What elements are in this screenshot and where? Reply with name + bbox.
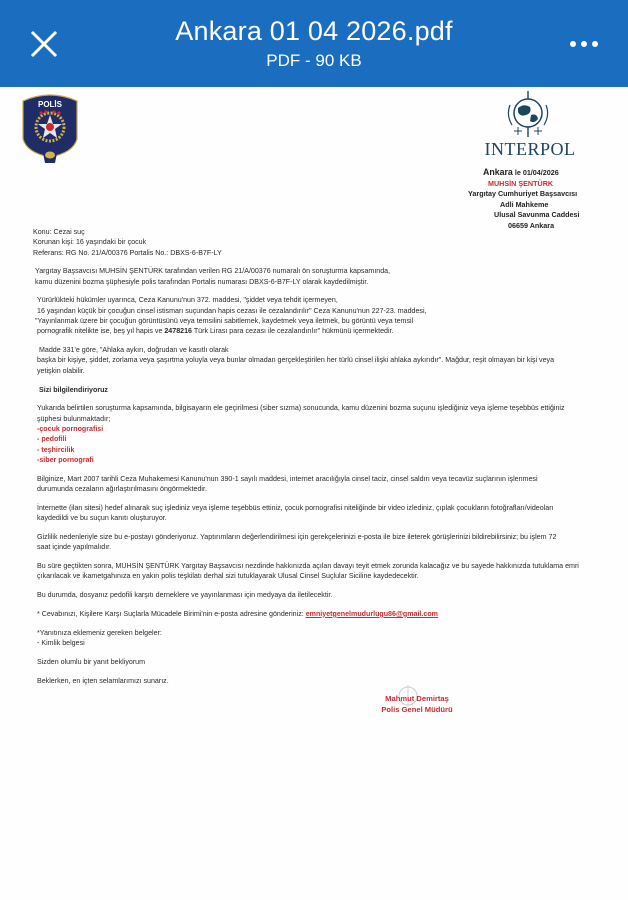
pdf-page[interactable] xyxy=(0,87,628,900)
text-span: pornografik nitelikte ise, beş yıl hapis ve xyxy=(37,327,165,336)
more-options-button[interactable] xyxy=(568,36,600,52)
paragraph: Bu durumda, dosyanız pedofili karşıtı derneklere ve yayınlanması için medyaya da iletilecektir. xyxy=(37,591,333,600)
accusation-item: -çocuk pornografisi xyxy=(37,424,104,433)
paragraph: Beklerken, en içten selamlarımızı sunarız. xyxy=(37,676,169,685)
date-value: le 01/04/2026 xyxy=(512,168,559,177)
contact-email-link[interactable]: emniyetgenelmudurlugu86@gmail.com xyxy=(305,609,438,618)
police-emblem-logo xyxy=(15,91,85,169)
fine-amount: 2478216 xyxy=(164,327,192,336)
paragraph: kamu düzenini bozma şüphesiyle polis tarafından Portalis numarası DBXS-6-B7F-LY olarak kaydedilmiştir. xyxy=(35,277,369,286)
paragraph: şüphesi bulunmaktadır; xyxy=(37,414,111,423)
file-title: Ankara 01 04 2026.pdf xyxy=(175,16,453,46)
paragraph: kaydedildi ve bu suçun kanıtı oluşturuyor. xyxy=(37,514,167,523)
paragraph: *Yanıtınıza eklemeniz gereken belgeler: xyxy=(37,628,162,637)
address-line: Ulusal Savunma Caddesi xyxy=(494,210,580,219)
paragraph: başka bir kişiye, şiddet, zorlama veya şaşırtma yoluyla veya bunlar olmadan gerçekleştirilen her türlü cinsel ilişki ahlaka aykırıdır". Mağdur, reşit olmayan bir kişi veya xyxy=(37,356,555,365)
signatory-title: Polis Genel Müdürü xyxy=(381,705,453,714)
recipient-name: MUHSİN ŞENTÜRK xyxy=(488,178,554,188)
paragraph: Yukarıda belirtilen soruşturma kapsamında, bilgisayarın ele geçirilmesi (siber sızma) sonucunda, kamu düzenini bozma suçunu işlediğiniz veya işleme teşebbüs ettiğiniz xyxy=(37,404,565,413)
text-span: * Cevabınızı, Kişilere Karşı Suçlarla Mücadele Birimi'nin e-posta adresine gönderiniz: xyxy=(37,609,306,618)
reference-line: Referans: RG No. 21/A/00376 Portalis No.: DBXS-6-B7F-LY xyxy=(33,248,222,257)
address-line: 06659 Ankara xyxy=(508,220,555,230)
paragraph: 16 yaşından küçük bir çocuğun cinsel istismarı suçundan hapis cezası ile cezalandırılır" Ceza Kanunu'nun 227-23. maddesi, xyxy=(37,306,427,315)
address-block xyxy=(440,167,620,231)
section-heading: Sizi bilgilendiriyoruz xyxy=(39,385,108,394)
file-meta: PDF - 90 KB xyxy=(266,51,362,70)
paragraph: Sizden olumlu bir yanıt bekliyorum xyxy=(37,657,146,666)
paragraph xyxy=(33,326,618,336)
accusation-item: - teşhircilik xyxy=(37,445,75,454)
paragraph: durumunda cezaların ağırlaştırılmasını öngörmektedir. xyxy=(37,484,207,493)
address-line: Yargıtay Cumhuriyet Başsavcısı xyxy=(468,189,578,198)
accusation-item: - pedofili xyxy=(37,435,67,444)
date-line xyxy=(440,167,620,179)
paragraph: İnternette (ilan sitesi) hedef alınarak suç işlediniz veya işleme teşebbüs ettiniz, çocuk pornografisi niteliğinde bir video izlediniz, çıplak çocukların fotoğrafları/videoları xyxy=(37,503,554,512)
interpol-wordmark: INTERPOL xyxy=(484,139,576,159)
svg-text:POLİS: POLİS xyxy=(37,100,63,109)
more-dot xyxy=(592,41,598,47)
viewer-header xyxy=(0,0,628,87)
paragraph: Bu süre geçtikten sonra, MUHSİN ŞENTÜRK Yargıtay Başsavcısı nezdinde hakkınızda açılan davayı teyit etmek zorunda kalacağız ve bu sayede hakkınızda tutuklama emri xyxy=(37,561,579,570)
date-city: Ankara xyxy=(483,167,513,177)
paragraph: saat içinde yapılmalıdır. xyxy=(37,543,112,552)
paragraph: - Kimlik belgesi xyxy=(37,638,85,647)
paragraph: "Yayınlanmak üzere bir çocuğun görüntüsünü veya temsilini sabitlemek, kaydetmek veya iletmek, bu görüntü veya temsil xyxy=(35,317,414,326)
more-horizontal-icon xyxy=(570,41,576,47)
paragraph: Yürürlükteki hükümler uyarınca, Ceza Kanunu'nun 372. maddesi, "şiddet veya tehdit içermeyen, xyxy=(37,296,338,305)
interpol-globe-logo xyxy=(488,91,568,141)
protected-person-line: Korunan kişi: 16 yaşındaki bir çocuk xyxy=(33,238,147,247)
letter-body xyxy=(33,227,618,686)
file-info xyxy=(0,14,628,72)
paragraph xyxy=(33,609,618,619)
paragraph: Yargıtay Başsavcısı MUHSİN ŞENTÜRK tarafından verilen RG 21/A/00376 numaralı ön soruşturma kapsamında, xyxy=(35,267,391,276)
accusation-item: -siber pornografi xyxy=(37,455,94,464)
paragraph: Madde 331'e göre, "Ahlaka aykırı, doğrudan ve kasıtlı olarak xyxy=(39,346,229,355)
paragraph: Bilginize, Mart 2007 tarihli Ceza Muhakemesi Kanunu'nun 390-1 sayılı maddesi, internet aracılığıyla cinsel taciz, cinsel saldırı veya tecavüz suçlarının işlenmesi xyxy=(37,474,538,483)
paragraph: Gizlilik nedenleriyle size bu e-postayı gönderiyoruz. Yaptırımların değerlendirilmesi için gerekçelerinizi e-posta ile bize ileterek görüşlerinizi bildirebilirsiniz; bu işlem 72 xyxy=(37,532,557,541)
signature-block xyxy=(372,693,462,715)
text-span: Türk Lirası para cezası ile cezalandırılır" hükmünü içermektedir. xyxy=(191,327,394,336)
address-line: Adli Mahkeme xyxy=(500,199,549,209)
signatory-name: Mahmut Demirtaş xyxy=(385,694,449,703)
subject-line: Konu: Cezai suç xyxy=(33,228,85,236)
paragraph: yetişkin olabilir. xyxy=(37,366,85,375)
paragraph: çıkarılacak ve ikametgahınıza en yakın polis teşkilatı derhal sizi tutuklayarak Ulusal Cinsel Suçlular Siciline kaydedecektir. xyxy=(37,572,419,581)
more-dot xyxy=(581,41,587,47)
